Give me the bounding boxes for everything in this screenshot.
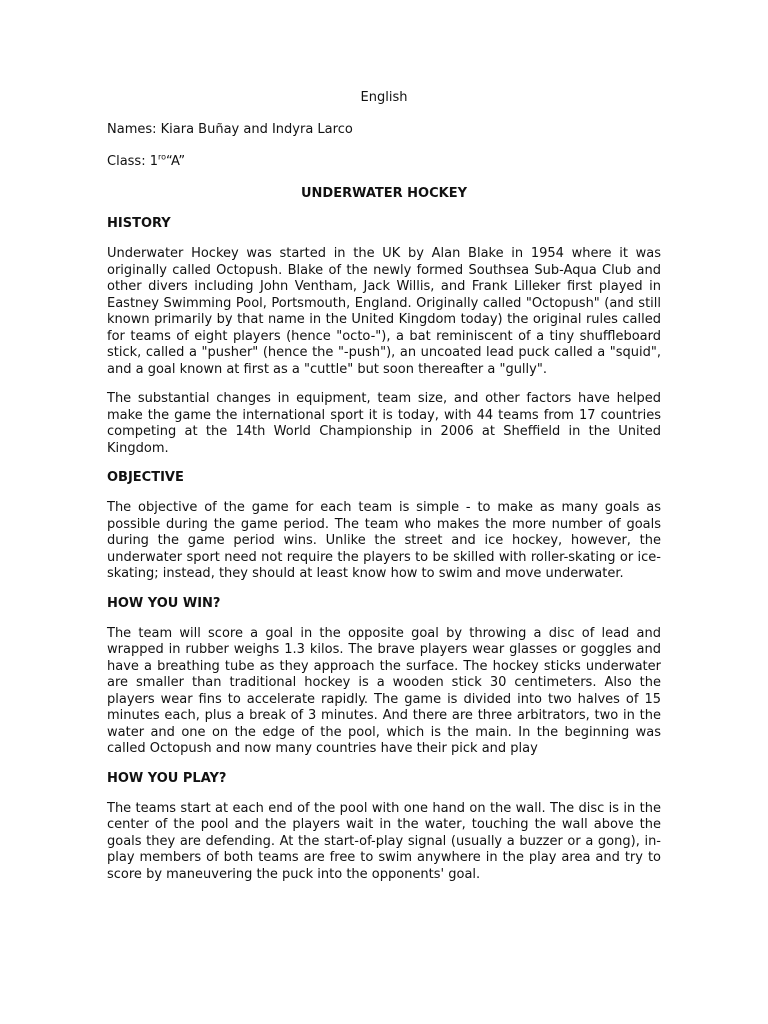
section-how-you-play — [107, 771, 661, 884]
section-history — [107, 216, 661, 457]
class-prefix: Class: 1 — [107, 154, 158, 169]
section-heading: HOW YOU WIN? — [107, 595, 221, 611]
paragraph: The team will score a goal in the opposite goal by throwing a disc of lead and wrapped in rubber weighs 1.3 kilos. The brave players wear glasses or goggles and have a breathing tube as they approach the surface. The hockey sticks underwater are smaller than traditional hockey is a wooden stick 30 centimeters. Also the players wear fins to accelerate rapidly. The game is divided into two halves of 15 minutes each, plus a break of 3 minutes. And there are three arbitrators, two in the water and one on the edge of the pool, which is the main. In the beginning was called Octopush and now many countries have their pick and play — [107, 625, 661, 756]
section-how-you-win — [107, 596, 661, 758]
class-suffix: “A” — [166, 154, 186, 169]
section-objective — [107, 470, 661, 583]
document-page — [107, 90, 661, 896]
paragraph: The objective of the game for each team is simple - to make as many goals as possible during the game period. The team who makes the more number of goals during the game period wins. Unlike the street and ice hockey, however, the underwater sport need not require the players to be skilled with roller-skating or ice-skating; instead, they should at least know how to swim and move underwater. — [107, 500, 661, 581]
paragraph: The teams start at each end of the pool with one hand on the wall. The disc is in the center of the pool and the players wait in the water, touching the wall above the goals they are defending. At the start-of-play signal (usually a buzzer or a gong), in-play members of both teams are free to swim anywhere in the play area and try to score by maneuvering the puck into the opponents' goal. — [107, 800, 661, 882]
section-heading: OBJECTIVE — [107, 470, 184, 485]
student-names: Names: Kiara Buñay and Indyra Larco — [107, 122, 353, 137]
class-line — [107, 154, 661, 170]
section-heading: HOW YOU PLAY? — [107, 770, 227, 786]
section-heading: HISTORY — [107, 216, 171, 231]
document-title: UNDERWATER HOCKEY — [300, 186, 468, 201]
paragraph: The substantial changes in equipment, team size, and other factors have helped make the game the international sport it is today, with 44 teams from 17 countries competing at the 14th World Championship in 2006 at Sheffield in the United Kingdom. — [107, 391, 661, 456]
class-superscript: ro — [157, 152, 166, 162]
course-name: English — [360, 90, 408, 105]
paragraph: Underwater Hockey was started in the UK by Alan Blake in 1954 where it was originally called Octopush. Blake of the newly formed Southsea Sub-Aqua Club and other divers including John Ventham, Jack Willis, and Frank Lilleker first played in Eastney Swimming Pool, Portsmouth, England. Originally called "Octopush" (and still known primarily by that name in the United Kingdom today) the original rules called for teams of eight players (hence "octo-"), a bat reminiscent of a tiny shuffleboard stick, called a "pusher" (hence the "-push"), an uncoated lead puck called a "squid", and a goal known at first as a "cuttle" but soon thereafter a "gully". — [107, 246, 661, 377]
